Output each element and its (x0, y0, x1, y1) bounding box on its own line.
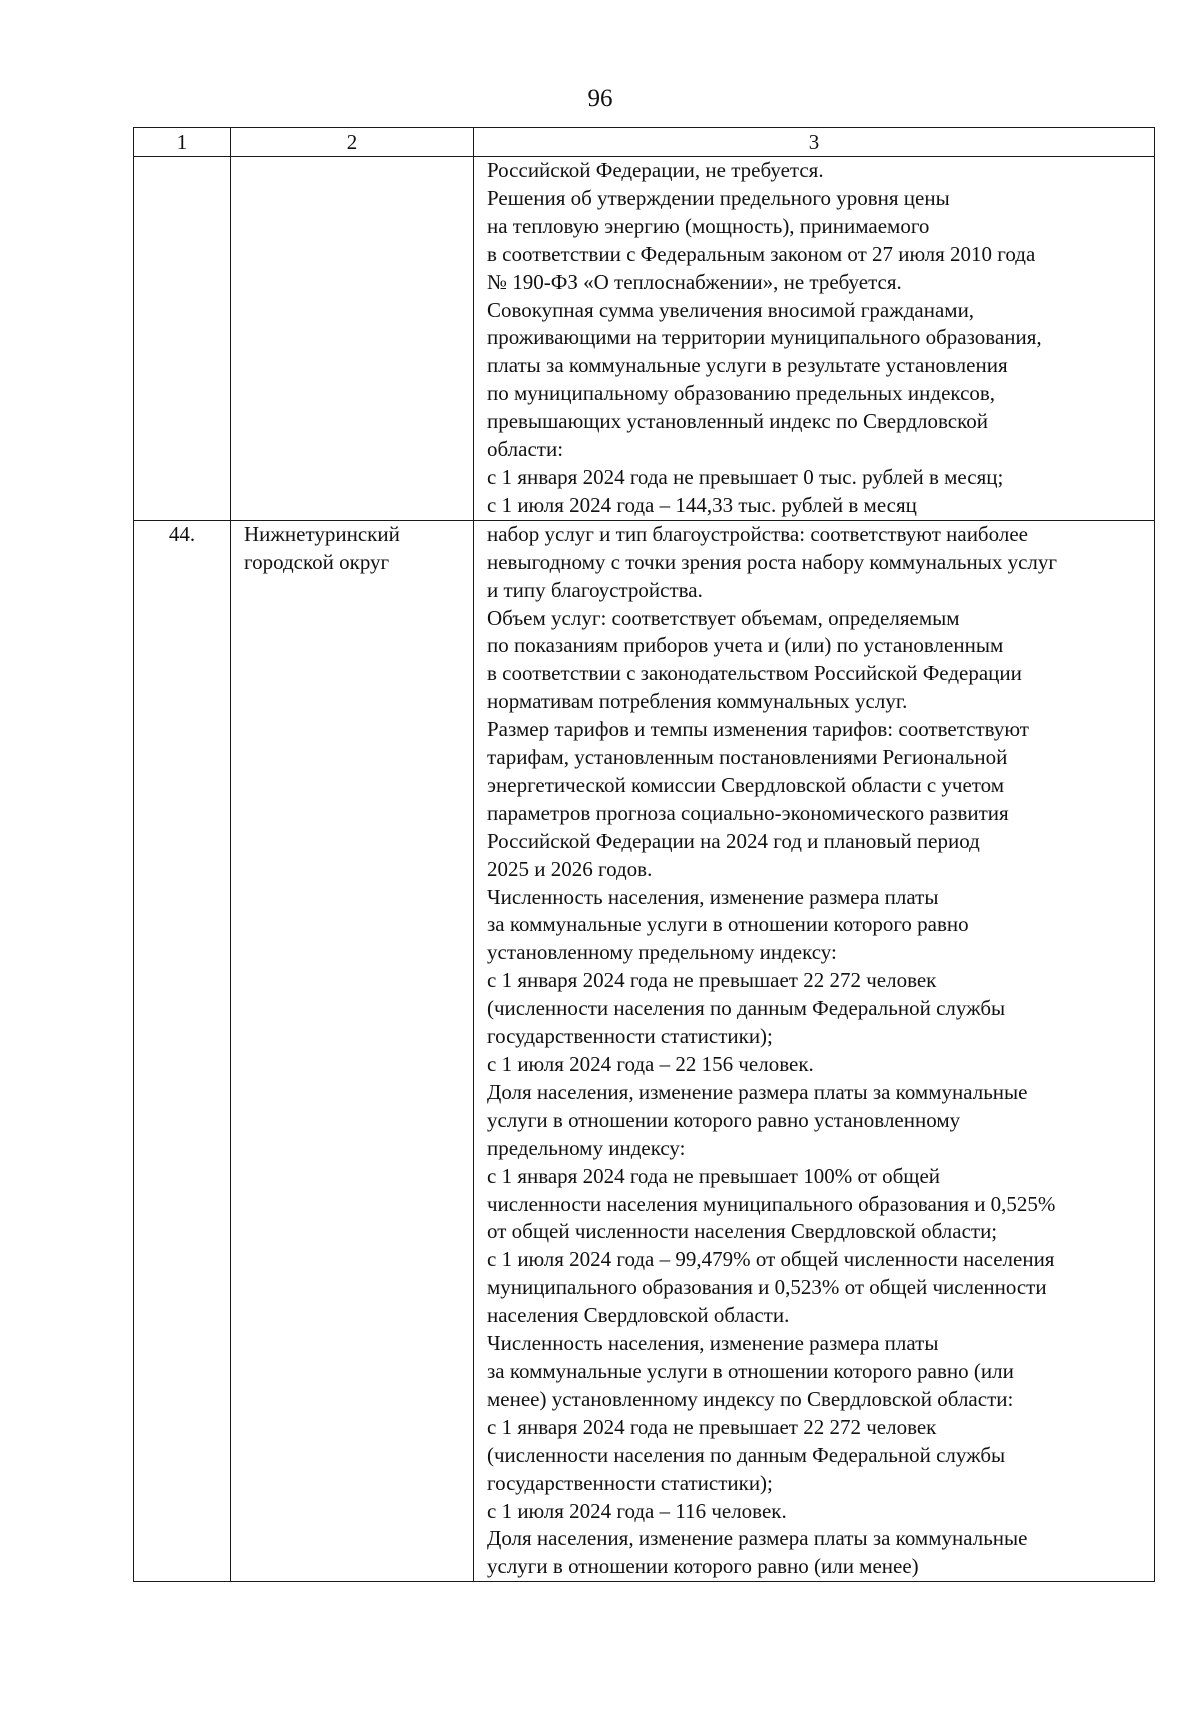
content-line: Численность населения, изменение размера платы (487, 1331, 939, 1356)
content-line: муниципального образования и 0,523% от общей численности (487, 1275, 1047, 1300)
content-line: с 1 января 2024 года не превышает 0 тыс. рублей в месяц; (487, 464, 1004, 489)
content-line: услуги в отношении которого равно установленному (487, 1107, 961, 1132)
content-line: населения Свердловской области. (487, 1303, 790, 1328)
municipality-cell (231, 157, 474, 521)
content-line: параметров прогноза социально-экономического развития (487, 800, 1009, 825)
content-line: Российской Федерации на 2024 год и плановый период (487, 828, 980, 853)
content-line: платы за коммунальные услуги в результате установления (487, 353, 1008, 378)
content-line: установленному предельному индексу: (487, 940, 837, 965)
page-number: 96 (587, 85, 613, 112)
row-number-cell (134, 520, 231, 1581)
content-line: с 1 июля 2024 года – 22 156 человек. (487, 1052, 814, 1076)
content-line: (численности населения по данным Федеральной службы (487, 996, 1006, 1021)
header-col-1: 1 (134, 128, 231, 157)
municipality-cell (231, 520, 474, 1581)
table-row (134, 520, 1155, 1581)
content-line: в соответствии с Федеральным законом от 27 июля 2010 года (487, 241, 1036, 266)
content-line: предельному индексу: (487, 1135, 686, 1160)
content-line: с 1 января 2024 года не превышает 22 272 человек (487, 1414, 937, 1439)
content-line: тарифам, установленным постановлениями Региональной (487, 745, 1008, 770)
table-row (134, 157, 1155, 521)
content-line: с 1 июля 2024 года – 144,33 тыс. рублей в месяц (487, 492, 917, 517)
content-line: (численности населения по данным Федеральной службы (487, 1442, 1006, 1467)
content-line: за коммунальные услуги в отношении которого равно (или (487, 1358, 1014, 1383)
table-header (134, 128, 1155, 157)
content-line: на тепловую энергию (мощность), принимаемого (487, 213, 930, 238)
content-line: энергетической комиссии Свердловской области с учетом (487, 772, 1005, 797)
content-line: услуги в отношении которого равно (или менее) (487, 1554, 919, 1579)
content-line: от общей численности населения Свердловской области; (487, 1219, 998, 1244)
row-number: 44. (168, 521, 196, 546)
content-line: области: (487, 437, 564, 462)
content-line: нормативам потребления коммунальных услуг. (487, 689, 908, 714)
content-line: за коммунальные услуги в отношении которого равно (487, 912, 969, 937)
content-line: с 1 января 2024 года не превышает 100% от общей (487, 1163, 941, 1188)
municipality-name (231, 521, 473, 577)
content-cell (474, 520, 1155, 1581)
content-line: менее) установленному индексу по Свердловской области: (487, 1386, 1014, 1411)
document-table (133, 127, 1155, 1582)
content-line: Решения об утверждении предельного уровня цены (487, 185, 950, 210)
content-line: Российской Федерации, не требуется. (487, 158, 824, 182)
table-body (134, 157, 1155, 1582)
content-line: 2025 и 2026 годов. (487, 856, 653, 881)
content-text (474, 157, 1154, 520)
content-line: по муниципальному образованию предельных индексов, (487, 381, 996, 406)
municipality-name-line: городской округ (244, 549, 390, 574)
content-line: Размер тарифов и темпы изменения тарифов: соответствуют (487, 717, 1029, 742)
municipality-name-line: Нижнетуринский (244, 521, 400, 546)
content-line: с 1 июля 2024 года – 99,479% от общей численности населения (487, 1247, 1055, 1272)
header-row (134, 128, 1155, 157)
header-col-2: 2 (231, 128, 474, 157)
content-line: в соответствии с законодательством Российской Федерации (487, 661, 1022, 686)
content-line: проживающими на территории муниципального образования, (487, 325, 1042, 350)
content-line: Совокупная сумма увеличения вносимой гражданами, (487, 297, 975, 322)
row-number-cell (134, 157, 231, 521)
content-cell (474, 157, 1155, 521)
content-line: с 1 июля 2024 года – 116 человек. (487, 1498, 787, 1523)
content-line: Доля населения, изменение размера платы за коммунальные (487, 1079, 1028, 1104)
content-line: невыгодному с точки зрения роста набору коммунальных услуг (487, 549, 1058, 574)
content-text (474, 521, 1154, 1581)
content-line: Объем услуг: соответствует объемам, определяемым (487, 605, 960, 630)
content-line: набор услуг и тип благоустройства: соответствуют наиболее (487, 521, 1028, 546)
header-col-3: 3 (474, 128, 1155, 157)
content-line: превышающих установленный индекс по Свердловской (487, 409, 988, 434)
content-line: государственности статистики); (487, 1470, 773, 1495)
content-line: и типу благоустройства. (487, 577, 703, 602)
content-line: численности населения муниципального образования и 0,525% (487, 1191, 1056, 1216)
content-line: государственности статистики); (487, 1024, 773, 1049)
content-line: № 190-ФЗ «О теплоснабжении», не требуется. (487, 269, 902, 294)
content-line: Доля населения, изменение размера платы за коммунальные (487, 1526, 1028, 1551)
content-line: по показаниям приборов учета и (или) по установленным (487, 633, 1004, 658)
content-line: Численность населения, изменение размера платы (487, 884, 939, 909)
content-line: с 1 января 2024 года не превышает 22 272 человек (487, 968, 937, 993)
